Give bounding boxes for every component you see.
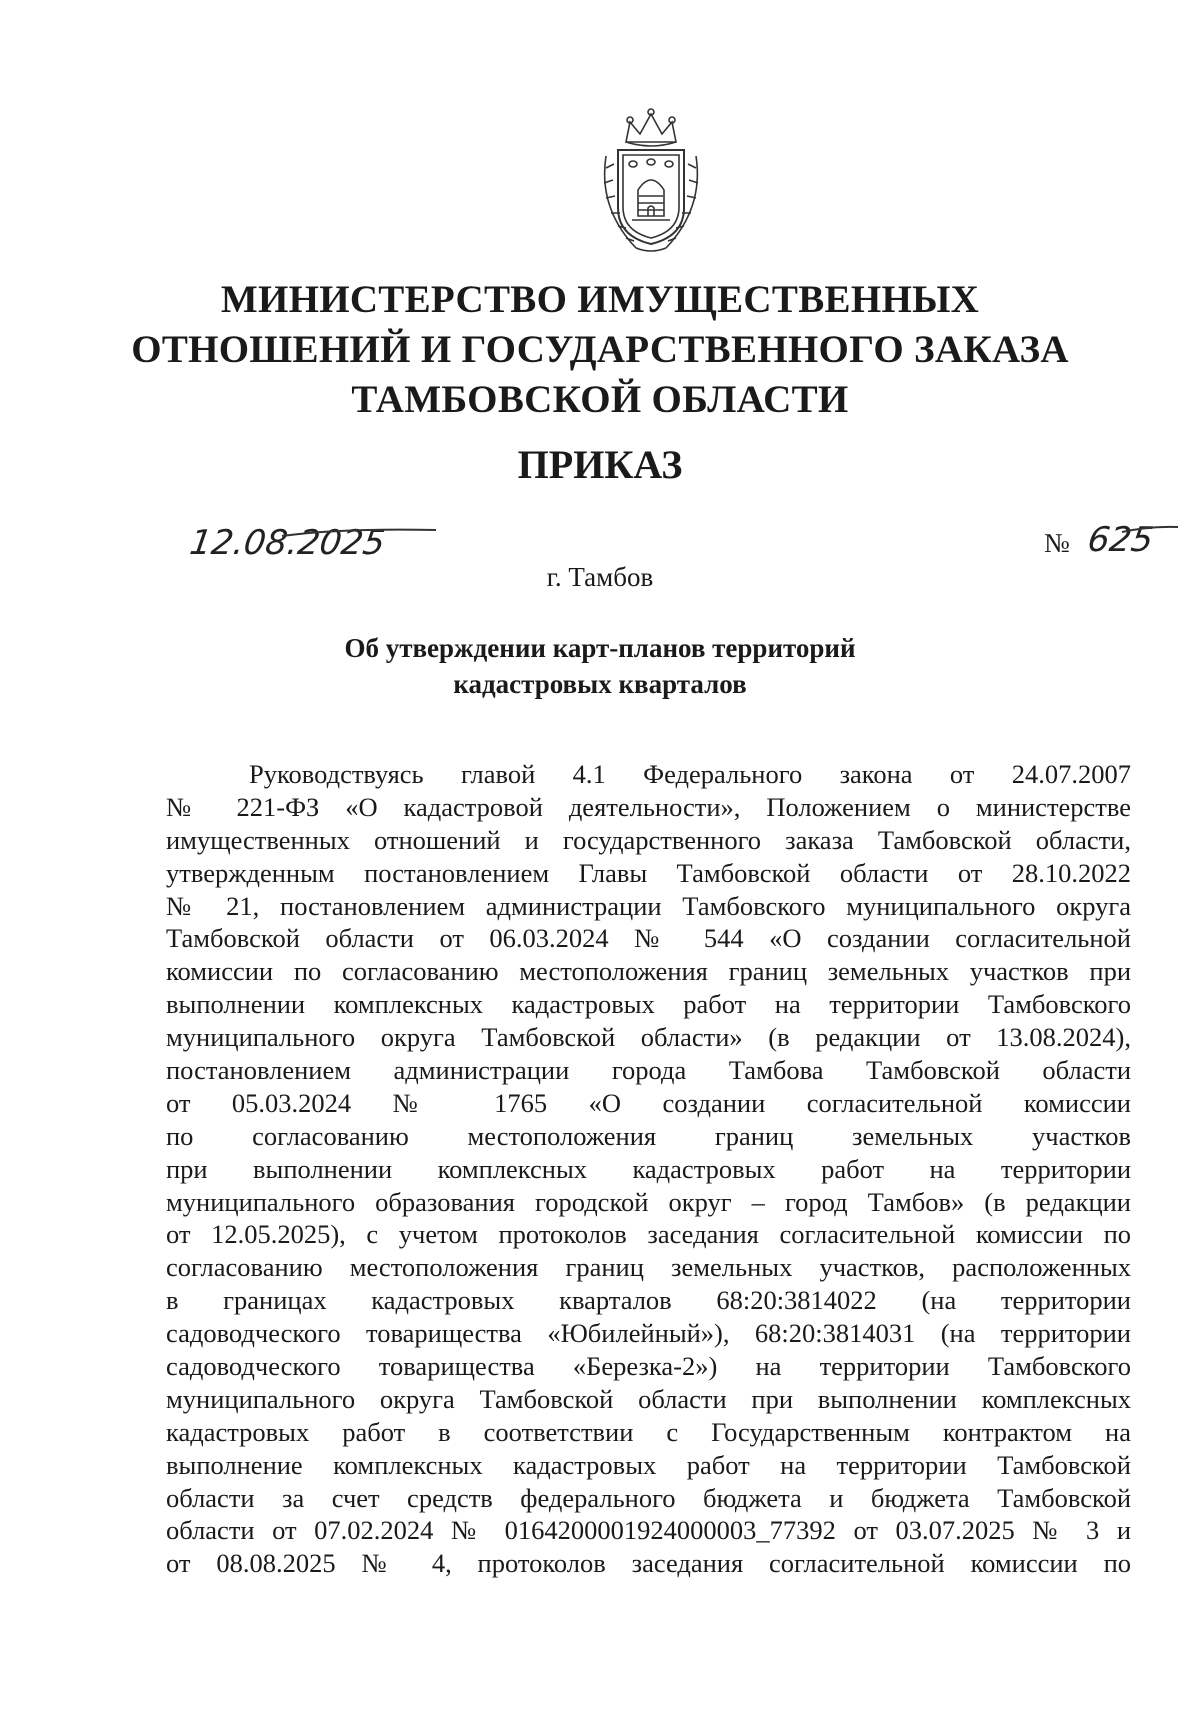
body-line: Тамбовской области от 06.03.2024 № 544 «О создании согласительной bbox=[166, 923, 1131, 954]
body-line: области за счет средств федерального бюджета и бюджета Тамбовской bbox=[166, 1482, 1131, 1513]
body-line: согласованию местоположения границ земельных участков, расположенных bbox=[166, 1252, 1131, 1283]
order-number-label: № bbox=[1044, 528, 1070, 558]
order-subject-line: кадастровых кварталов bbox=[453, 669, 747, 699]
body-line: муниципального образования городской округ – город Тамбов» (в редакции bbox=[166, 1186, 1131, 1217]
handwritten-order-number: 625 bbox=[1085, 520, 1156, 560]
body-line: при выполнении комплексных кадастровых работ на территории bbox=[166, 1153, 1131, 1184]
body-line: от 08.08.2025 № 4, протоколов заседания согласительной комиссии по bbox=[166, 1548, 1131, 1579]
ministry-name-line: МИНИСТЕРСТВО ИМУЩЕСТВЕННЫХ bbox=[220, 278, 980, 321]
document-type-heading: ПРИКАЗ bbox=[517, 442, 683, 487]
coat-of-arms-emblem bbox=[596, 108, 706, 258]
body-line: кадастровых работ в соответствии с Государственным контрактом на bbox=[166, 1416, 1131, 1447]
body-line: выполнение комплексных кадастровых работ на территории Тамбовской bbox=[166, 1449, 1131, 1480]
ministry-name bbox=[100, 275, 1100, 425]
order-subject bbox=[100, 630, 1100, 702]
body-line: от 05.03.2024 № 1765 «О создании согласительной комиссии bbox=[166, 1087, 1131, 1118]
body-line: имущественных отношений и государственного заказа Тамбовской области, bbox=[166, 824, 1131, 855]
body-line: № 221-ФЗ «О кадастровой деятельности», Положением о министерстве bbox=[166, 791, 1131, 822]
order-body-text bbox=[166, 758, 1131, 1580]
body-line: области от 07.02.2024 № 0164200001924000003_77392 от 03.07.2025 № 3 и bbox=[166, 1515, 1131, 1546]
order-subject-line: Об утверждении карт-планов территорий bbox=[344, 633, 856, 663]
body-line: в границах кадастровых кварталов 68:20:3814022 (на территории bbox=[166, 1285, 1131, 1316]
body-line: № 21, постановлением администрации Тамбовского муниципального округа bbox=[166, 890, 1131, 921]
body-line: постановлением администрации города Тамбова Тамбовской области bbox=[166, 1055, 1131, 1086]
ministry-name-line: ТАМБОВСКОЙ ОБЛАСТИ bbox=[351, 378, 849, 421]
body-line: муниципального округа Тамбовской области при выполнении комплексных bbox=[166, 1383, 1131, 1414]
date-pen-stroke bbox=[280, 524, 440, 544]
ministry-name-line: ОТНОШЕНИЙ И ГОСУДАРСТВЕННОГО ЗАКАЗА bbox=[131, 328, 1069, 371]
handwritten-date: 12.08.2025 bbox=[187, 523, 388, 563]
city-name: г. Тамбов bbox=[546, 562, 654, 592]
body-line: садоводческого товарищества «Березка-2») на территории Тамбовского bbox=[166, 1351, 1131, 1382]
number-pen-stroke bbox=[1120, 522, 1180, 538]
body-line: утвержденным постановлением Главы Тамбовской области от 28.10.2022 bbox=[166, 857, 1131, 888]
body-line: садоводческого товарищества «Юбилейный»), 68:20:3814031 (на территории bbox=[166, 1318, 1131, 1349]
body-line: Руководствуясь главой 4.1 Федерального закона от 24.07.2007 bbox=[249, 759, 1131, 789]
body-line: выполнении комплексных кадастровых работ на территории Тамбовского bbox=[166, 989, 1131, 1020]
body-line: муниципального округа Тамбовской области» (в редакции от 13.08.2024), bbox=[166, 1022, 1131, 1053]
body-line: комиссии по согласованию местоположения границ земельных участков при bbox=[166, 956, 1131, 987]
body-line: от 12.05.2025), с учетом протоколов заседания согласительной комиссии по bbox=[166, 1219, 1131, 1250]
body-line: по согласованию местоположения границ земельных участков bbox=[166, 1120, 1131, 1151]
